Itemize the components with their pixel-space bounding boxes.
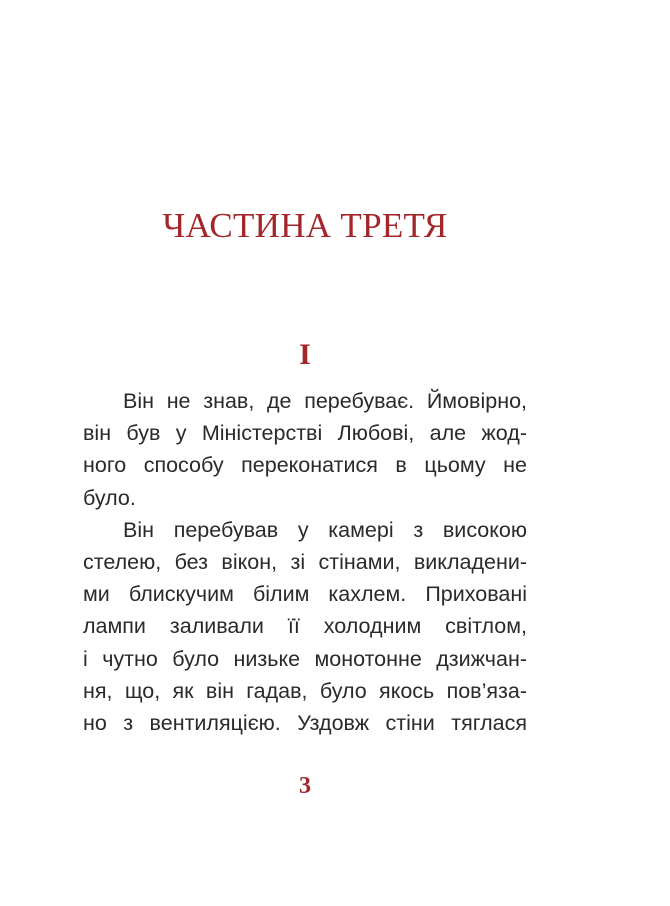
text-line: і чутно було низьке монотонне дзижчан- <box>83 646 527 671</box>
text-line: стелею, без вікон, зі стінами, викладени- <box>83 549 527 574</box>
part-title: ЧАСТИНА ТРЕТЯ <box>162 206 448 245</box>
paragraph <box>83 514 527 739</box>
text-line: но з вентиляцією. Уздовж стіни тяглася <box>83 710 527 735</box>
text-line: ня, що, як він гадав, було якось пов’яза- <box>83 678 527 703</box>
paragraph <box>83 385 527 514</box>
text-line: ми блискучим білим кахлем. Приховані <box>83 582 527 607</box>
text-line: було. <box>83 485 136 510</box>
text-line: він був у Міністерстві Любові, але жод- <box>83 421 527 446</box>
chapter-number: I <box>299 338 311 371</box>
text-line: Він не знав, де перебуває. Ймовірно, <box>123 389 527 413</box>
text-line: Він перебував у камері з високою <box>123 517 527 542</box>
text-line: лампи заливали її холодним світлом, <box>83 614 527 639</box>
body-text <box>83 385 527 739</box>
text-line: ного способу переконатися в цьому не <box>83 453 527 478</box>
page-number: 3 <box>299 773 311 799</box>
